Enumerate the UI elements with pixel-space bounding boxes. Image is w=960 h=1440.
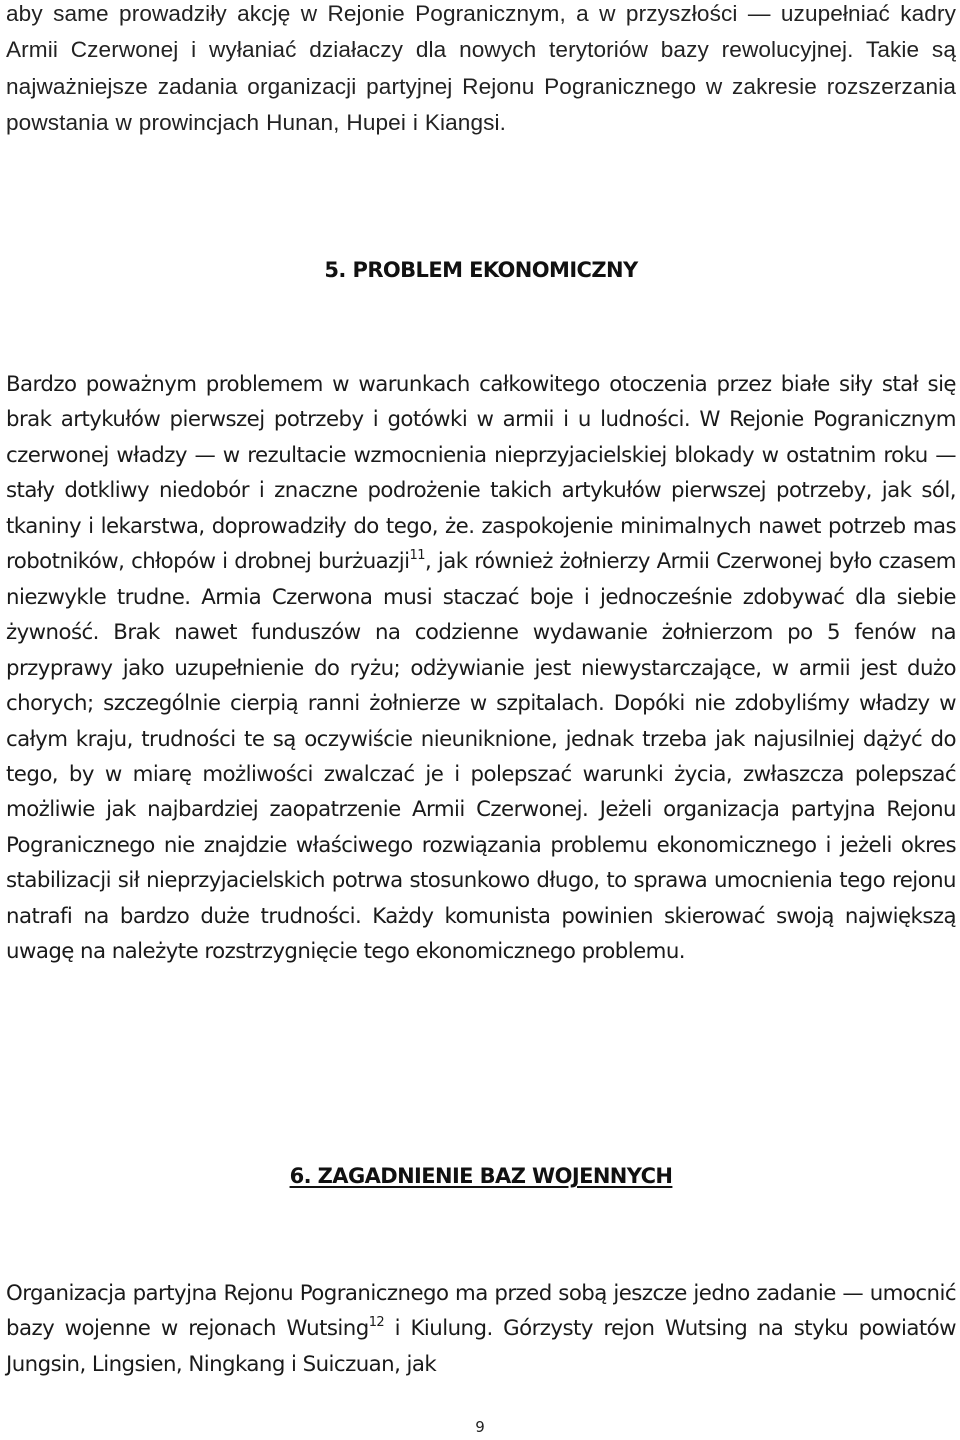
intro-paragraph: aby same prowadziły akcję w Rejonie Pogranicznym, a w przyszłości — uzupełniać kadry Armii Czerwonej i wyłaniać działaczy dla nowych terytoriów bazy rewolucyjnej. Takie są najważniejsze zadania organizacji partyjnej Rejonu Pogranicznego w zakresie rozszerzania powstania w prowincjach Hunan, Hupei i Kiangsi. <box>6 1 956 135</box>
section-6-text-part-2: i Kiulung. Górzysty rejon Wutsing na styku powiatów Jungsin, Lingsien, Ningkang i Suiczuan, jak <box>6 1316 956 1377</box>
section-6-text-part-1: Organizacja partyjna Rejonu Pogranicznego ma przed sobą jeszcze jedno zadanie — umocnić bazy wojenne w rejonach Wutsing <box>6 1281 956 1342</box>
section-6-heading <box>6 1164 956 1188</box>
section-6-heading-text: 6. ZAGADNIENIE BAZ WOJENNYCH <box>289 1164 673 1188</box>
footnote-ref-11[interactable]: 11 <box>409 548 425 564</box>
footnote-ref-12[interactable]: 12 <box>368 1315 385 1331</box>
page-number: 9 <box>475 1418 485 1436</box>
section-5-text-part-1: Bardzo poważnym problemem w warunkach całkowitego otoczenia przez białe siły stał się brak artykułów pierwszej potrzeby i gotówki w armii i u ludności. W Rejonie Pogranicznym czerwonej władzy — w rezultacie wzmocnienia nieprzyjacielskiej blokady w ostatnim roku — stały dotkliwy niedobór i znaczne podrożenie takich artykułów pierwszej potrzeby, jak sól, tkaniny i lekarstwa, doprowadziły do tego, że. zaspokojenie minimalnych nawet potrzeb mas robotników, chłopów i drobnej burżuazji <box>6 372 956 575</box>
section-5-text-part-2: , jak również żołnierzy Armii Czerwonej było czasem niezwykle trudne. Armia Czerwona musi staczać boje i jednocześnie zdobywać dla siebie żywność. Brak nawet funduszów na codzienne wydawanie żołnierzom po 5 fenów na przyprawy jako uzupełnienie do ryżu; odżywianie jest niewystarczające, w armii jest dużo chorych; szczególnie cierpią ranni żołnierze w szpitalach. Dopóki nie zdobyliśmy władzy w całym kraju, trudności te są oczywiście nieuniknione, jednak trzeba jak najusilniej dążyć do tego, by w miarę możliwości zwalczać je i polepszać warunki życia, zwłaszcza polepszać możliwie jak najbardziej zaopatrzenie Armii Czerwonej. Jeżeli organizacja partyjna Rejonu Pogranicznego nie znajdzie właściwego rozwiązania problemu ekonomicznego i jeżeli okres stabilizacji sił nieprzyjacielskich potrwa stosunkowo długo, to sprawa umocnienia tego rejonu natrafi na bardzo duże trudności. Każdy komunista powinien skierować swoją największą uwagę na należyte rozstrzygnięcie tego ekonomicznego problemu. <box>6 549 956 965</box>
section-5-paragraph <box>6 367 956 970</box>
section-6-paragraph <box>6 1276 956 1382</box>
section-5-heading: 5. PROBLEM EKONOMICZNY <box>324 258 638 282</box>
